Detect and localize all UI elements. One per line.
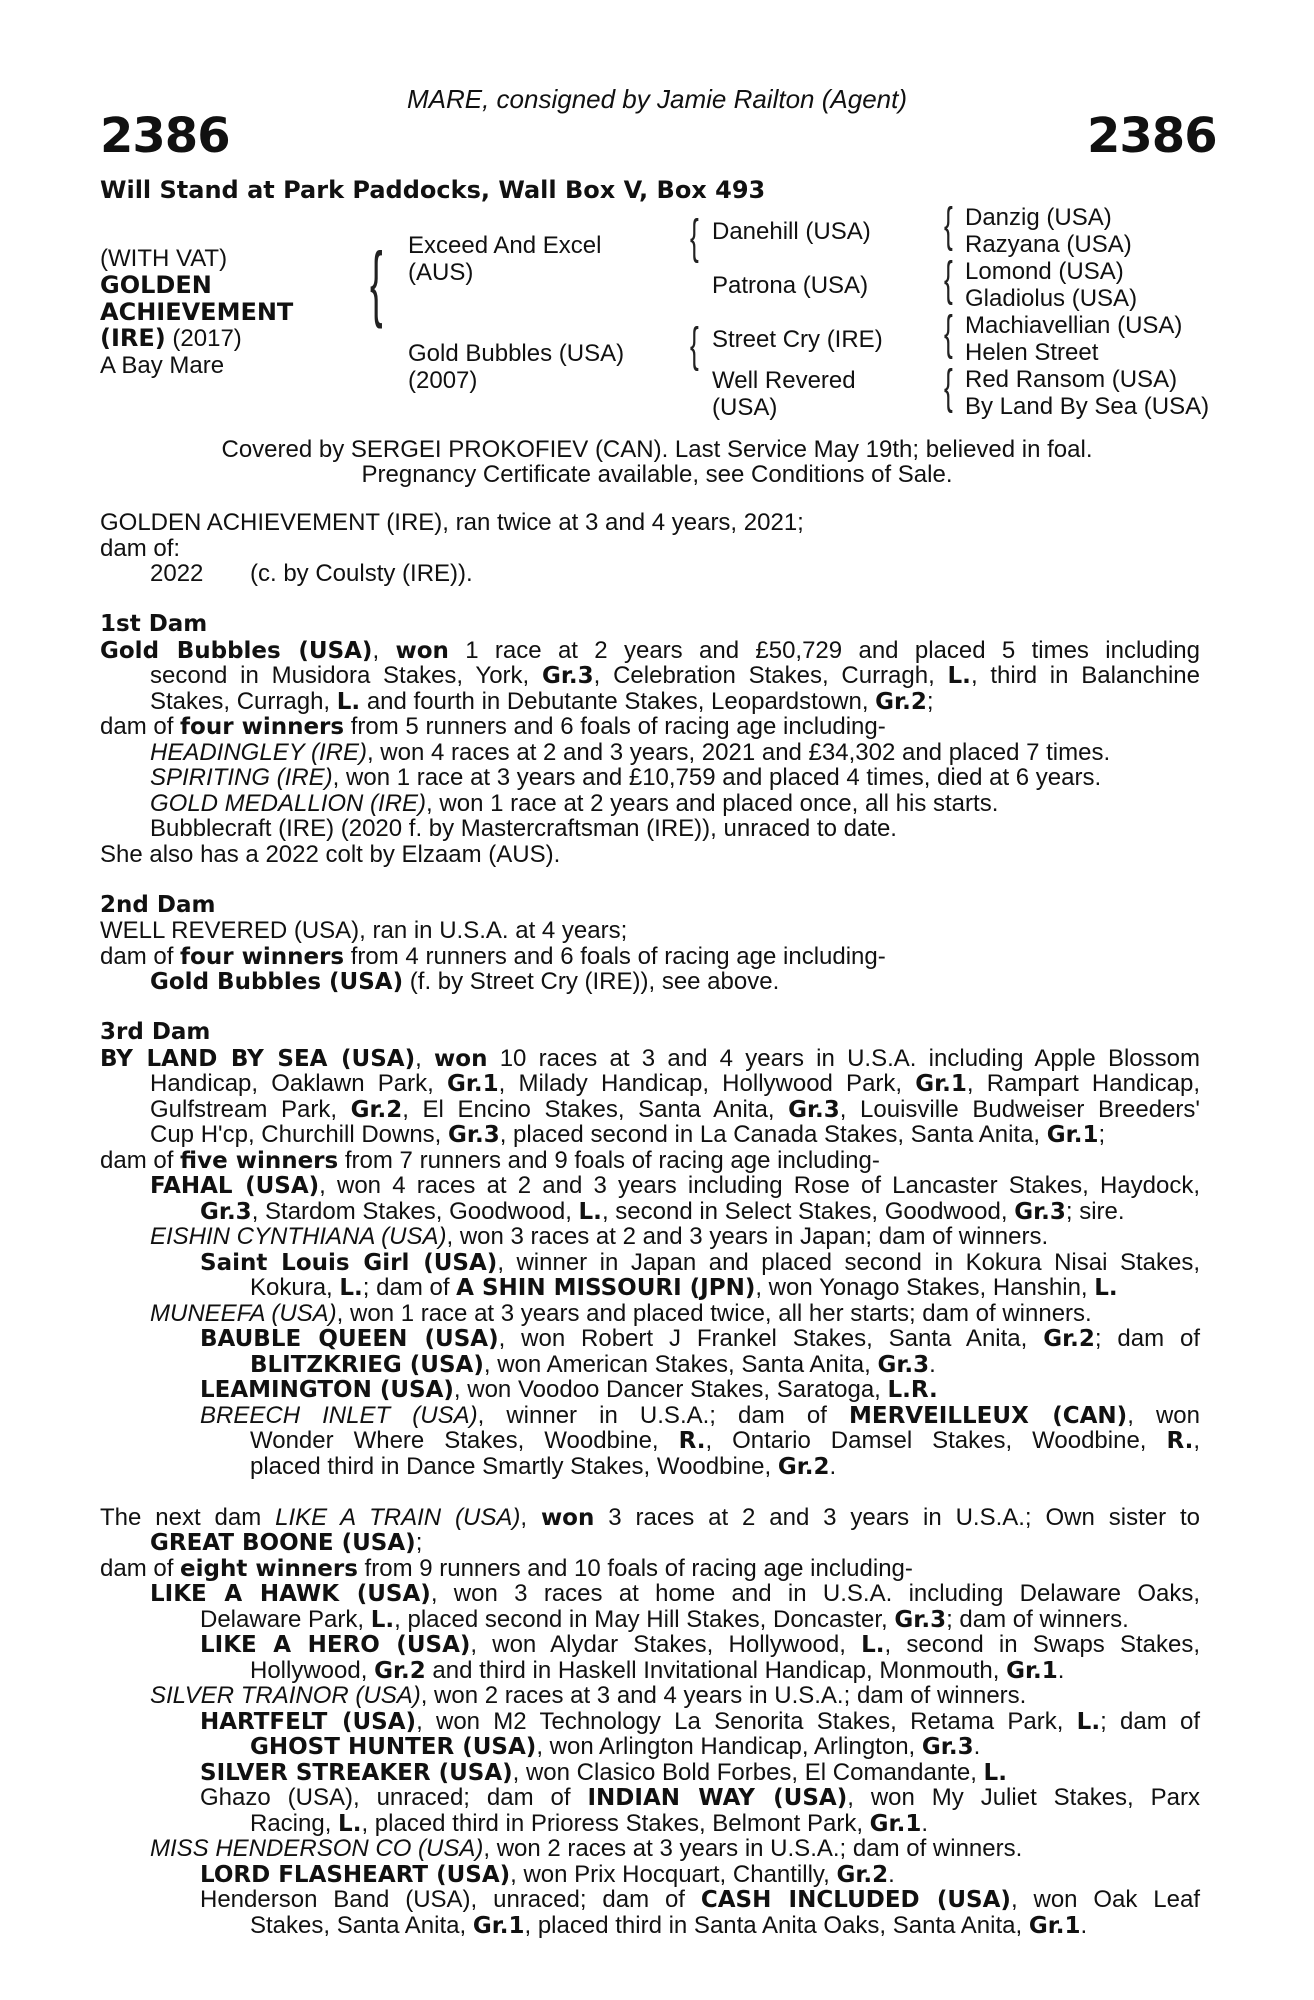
pedigree-brace-1: {	[370, 235, 383, 329]
next-ghazo	[100, 1785, 1200, 1811]
grade: L.	[1076, 1708, 1101, 1735]
text: Wonder Where Stakes, Woodbine,	[250, 1427, 679, 1454]
next-henderson-band-2	[100, 1913, 1200, 1939]
text: , won 4 races at 2 and 3 years, 2021 and £34,302 and placed 7 times.	[366, 738, 1111, 766]
produce-name: A SHIN MISSOURI (JPN)	[456, 1275, 756, 1301]
text: , won Oak Leaf	[1010, 1886, 1200, 1913]
pedigree-dam-dam: Well Revered	[712, 367, 856, 394]
text: ; dam of	[1094, 1325, 1200, 1352]
grade: Gr.3	[448, 1122, 500, 1148]
grade: Gr.1	[472, 1912, 525, 1939]
text: , won Alydar Stakes, Hollywood,	[470, 1631, 862, 1658]
dam3-line-2	[100, 1071, 1200, 1097]
text: (f. by Street Cry (IRE)), see above.	[403, 968, 780, 995]
next-like-a-hawk	[100, 1581, 1200, 1607]
dam1-heading: 1st Dam	[100, 611, 208, 637]
text: , Milady Handicap, Hollywood Park,	[498, 1070, 916, 1097]
text: , Ontario Damsel Stakes, Woodbine,	[705, 1427, 1167, 1454]
next-like-a-hawk-2	[100, 1607, 1200, 1633]
produce-name: BREECH INLET (USA)	[200, 1401, 478, 1429]
text: , second in Swaps Stakes,	[884, 1631, 1201, 1658]
dam3-line-1	[100, 1046, 1200, 1072]
dam1-produce-2	[100, 765, 1200, 791]
text: Delaware Park,	[200, 1605, 371, 1633]
next-miss-henderson	[100, 1836, 1200, 1862]
grade: Gr.2	[777, 1453, 830, 1480]
produce-name: MUNEEFA (USA)	[150, 1299, 337, 1327]
text: placed third in Dance Smartly Stakes, Woodbine,	[250, 1452, 778, 1480]
text: , Louisville Budweiser Breeders'	[839, 1095, 1200, 1123]
text: , won 2 races at 3 and 4 years in U.S.A.; dam of winners.	[420, 1682, 1027, 1709]
grade: Gr.2	[374, 1657, 426, 1684]
dam1-line-4	[100, 714, 1200, 740]
text: from 9 runners and 10 foals of racing age including-	[357, 1554, 913, 1582]
horse-name-line1: GOLDEN	[100, 271, 212, 299]
text: , El Encino Stakes, Santa Anita,	[402, 1095, 789, 1123]
grade: Gr.2	[350, 1096, 403, 1123]
produce-name: CASH INCLUDED (USA)	[700, 1887, 1011, 1913]
covered-line-1: Covered by SERGEI PROKOFIEV (CAN). Last Service May 19th; believed in foal.	[221, 436, 1093, 463]
pedigree-dam-dam-country: (USA)	[712, 394, 778, 421]
dam2-line-3	[100, 969, 1200, 995]
text: 10 races at 3 and 4 years in U.S.A. including Apple Blossom	[487, 1044, 1200, 1072]
next-dam-line-2	[100, 1530, 1200, 1556]
produce-name: FAHAL (USA)	[150, 1173, 320, 1199]
grade: Gr.1	[915, 1071, 967, 1097]
produce-name: EISHIN CYNTHIANA (USA)	[150, 1223, 447, 1250]
grade: Gr.3	[541, 663, 594, 689]
grade: L.	[861, 1632, 885, 1658]
next-silver-streaker	[100, 1760, 1200, 1786]
dam3-heading: 3rd Dam	[100, 1019, 211, 1045]
dam1-l1-rest: 1 race at 2 years and £50,729 and placed 5 times including	[448, 636, 1200, 664]
text: .	[921, 1809, 929, 1837]
horse-name-line3-wrap	[100, 325, 242, 352]
produce-name: MISS HENDERSON CO (USA)	[150, 1835, 484, 1862]
winners-count: four winners	[180, 714, 345, 740]
pedigree-brace-7: {	[944, 361, 953, 414]
dam1-produce-4: Bubblecraft (IRE) (2020 f. by Mastercraftsman (IRE)), unraced to date.	[150, 815, 897, 842]
produce-name: BAUBLE QUEEN (USA)	[200, 1326, 499, 1352]
text: ; dam of winners.	[946, 1605, 1129, 1633]
text: .	[829, 1452, 837, 1480]
text: ;	[415, 1529, 423, 1556]
pedigree-g3-2: Razyana (USA)	[965, 231, 1132, 258]
text: dam of	[100, 942, 181, 970]
text: dam of	[100, 713, 181, 740]
horse-description: A Bay Mare	[100, 352, 225, 379]
pedigree-g3-1: Danzig (USA)	[965, 204, 1112, 231]
dam1-line-2	[100, 663, 1200, 689]
produce-name: LORD FLASHEART (USA)	[200, 1861, 511, 1888]
text: and third in Haskell Invitational Handicap, Monmouth,	[425, 1656, 1007, 1684]
pedigree-brace-3: {	[690, 319, 699, 372]
dam3-breech-inlet	[100, 1403, 1200, 1429]
pedigree-brace-5: {	[944, 253, 953, 306]
dam3-bauble-queen	[100, 1326, 1200, 1352]
text: Ghazo (USA), unraced; dam of	[200, 1784, 588, 1811]
produce-name: SILVER STREAKER (USA)	[200, 1759, 513, 1786]
grade: Gr.3	[921, 1734, 974, 1760]
grade: Gr.1	[446, 1071, 499, 1097]
text: Hollywood,	[250, 1656, 375, 1684]
text: ; dam of	[1100, 1707, 1200, 1735]
dam3-name: BY LAND BY SEA (USA)	[100, 1045, 416, 1072]
grade: Gr.2	[836, 1861, 889, 1888]
grade: L.	[338, 1810, 362, 1837]
grade: Gr.3	[788, 1096, 840, 1123]
dam2-line-2	[100, 944, 1200, 970]
text: , winner in Japan and placed second in Kokura Nisai Stakes,	[497, 1248, 1200, 1276]
text: dam of	[100, 1146, 181, 1174]
grade: R.	[678, 1428, 706, 1454]
text: , won 3 races at home and in U.S.A. including Delaware Oaks,	[430, 1580, 1201, 1607]
pedigree-g3-8: By Land By Sea (USA)	[965, 393, 1210, 420]
dam3-muneefa	[100, 1301, 1200, 1327]
pedigree-dam: Gold Bubbles (USA)	[408, 340, 625, 367]
text: , won 4 races at 2 and 3 years including Rose of Lancaster Stakes, Haydock,	[319, 1172, 1200, 1199]
winners-count: four winners	[180, 943, 345, 970]
text: , won	[1127, 1401, 1201, 1429]
text: .	[973, 1733, 981, 1760]
grade: Gr.1	[1046, 1122, 1099, 1148]
text: , Stardom Stakes, Goodwood,	[251, 1197, 579, 1225]
foal-desc: (c. by Coulsty (IRE)).	[250, 560, 473, 587]
text: Stakes, Curragh,	[150, 687, 337, 715]
dam3-leamington	[100, 1377, 1200, 1403]
text: 3 races at 2 and 3 years in U.S.A.; Own sister to	[594, 1503, 1200, 1531]
dam3-saint-louis-2	[100, 1275, 1200, 1301]
text: , Celebration Stakes, Curragh,	[593, 662, 948, 689]
lot-number-left: 2386	[100, 108, 230, 164]
grade: L.	[1094, 1275, 1118, 1301]
dam3-fahal	[100, 1173, 1200, 1199]
dam1-produce-5: She also has a 2022 colt by Elzaam (AUS).	[100, 840, 561, 868]
stand-location: Will Stand at Park Paddocks, Wall Box V, Box 493	[100, 176, 766, 204]
produce-name: HEADINGLEY (IRE)	[150, 738, 367, 766]
text: second in Musidora Stakes, York,	[150, 662, 542, 689]
dam3-saint-louis	[100, 1250, 1200, 1276]
grade: Gr.3	[1014, 1198, 1066, 1225]
won-label: won	[434, 1045, 488, 1072]
pedigree-dam-sire: Street Cry (IRE)	[712, 326, 883, 353]
dam2-line-1: WELL REVERED (USA), ran in U.S.A. at 4 years;	[100, 917, 628, 944]
text: ; sire.	[1065, 1197, 1125, 1225]
produce-name: GOLD MEDALLION (IRE)	[150, 789, 427, 817]
consignor-line: MARE, consigned by Jamie Railton (Agent)	[406, 84, 907, 114]
grade: Gr.1	[869, 1810, 922, 1837]
text: , won 2 races at 3 years in U.S.A.; dam of winners.	[483, 1835, 1023, 1862]
next-hartfelt	[100, 1709, 1200, 1735]
grade: R.	[1166, 1428, 1194, 1454]
horse-vat: (WITH VAT)	[100, 245, 228, 272]
intro-line-1: GOLDEN ACHIEVEMENT (IRE), ran twice at 3 and 4 years, 2021;	[100, 509, 804, 536]
text: , won 3 races at 2 and 3 years in Japan; dam of winners.	[446, 1223, 1049, 1250]
grade: L.	[336, 688, 361, 715]
grade: L.	[947, 663, 971, 689]
grade: Gr.3	[200, 1198, 252, 1225]
produce-name: LIKE A HAWK (USA)	[150, 1581, 431, 1607]
text: ;	[926, 687, 934, 715]
produce-name: LEAMINGTON (USA)	[200, 1377, 454, 1403]
text: , placed third in Santa Anita Oaks, Santa Anita,	[524, 1911, 1029, 1939]
produce-name: Saint Louis Girl (USA)	[200, 1249, 498, 1276]
produce-name: HARTFELT (USA)	[200, 1708, 417, 1735]
produce-name: LIKE A TRAIN (USA)	[275, 1503, 521, 1531]
produce-name: GREAT BOONE (USA)	[150, 1530, 416, 1556]
covered-line-2: Pregnancy Certificate available, see Conditions of Sale.	[361, 461, 953, 488]
horse-name-line2: ACHIEVEMENT	[100, 298, 294, 326]
dam3-line-3	[100, 1097, 1200, 1123]
produce-name: GHOST HUNTER (USA)	[250, 1734, 537, 1760]
text: ;	[1098, 1121, 1106, 1148]
pedigree-sire-dam: Patrona (USA)	[712, 272, 869, 299]
text: .	[1057, 1656, 1065, 1684]
text: .	[888, 1860, 895, 1888]
lot-number-right: 2386	[1087, 108, 1217, 164]
text: Handicap, Oaklawn Park,	[150, 1070, 447, 1097]
pedigree-g3-4: Gladiolus (USA)	[965, 285, 1138, 312]
text: , third in Balanchine	[970, 662, 1201, 689]
grade: Gr.3	[894, 1606, 947, 1633]
grade: Gr.1	[1028, 1912, 1081, 1939]
dam1-produce-1	[100, 740, 1200, 766]
grade: Gr.1	[1006, 1657, 1058, 1684]
text: , won 1 race at 3 years and placed twice, all her starts; dam of winners.	[336, 1299, 1092, 1327]
next-ghazo-2	[100, 1811, 1200, 1837]
text: The next dam	[100, 1503, 276, 1531]
horse-year: (2017)	[165, 325, 242, 352]
produce-name: BLITZKRIEG (USA)	[250, 1351, 484, 1378]
produce-name: INDIAN WAY (USA)	[587, 1785, 848, 1811]
text: , won M2 Technology La Senorita Stakes, Retama Park,	[416, 1707, 1077, 1735]
grade: L.R.	[887, 1377, 938, 1403]
produce-name: LIKE A HERO (USA)	[200, 1632, 471, 1658]
produce-name: SILVER TRAINOR (USA)	[150, 1682, 421, 1709]
dam3-fahal-2	[100, 1199, 1200, 1225]
grade: Gr.2	[875, 688, 927, 715]
won-label: won	[395, 637, 449, 664]
text: Cup H'cp, Churchill Downs,	[150, 1121, 449, 1148]
dam1-line-3	[100, 689, 1200, 715]
next-like-a-hero	[100, 1632, 1200, 1658]
pedigree-sire-country: (AUS)	[408, 259, 474, 286]
next-like-a-hero-2	[100, 1658, 1200, 1684]
text: dam of	[100, 1554, 181, 1582]
text: , placed second in La Canada Stakes, Santa Anita,	[499, 1121, 1047, 1148]
text: .	[1080, 1911, 1088, 1939]
text: , won Clasico Bold Forbes, El Comandante,	[512, 1758, 984, 1786]
dam3-breech-inlet-3	[100, 1454, 1200, 1480]
next-silver-trainor	[100, 1683, 1200, 1709]
grade: Gr.2	[1043, 1326, 1095, 1352]
text: , won Voodoo Dancer Stakes, Saratoga,	[453, 1376, 888, 1403]
text: Henderson Band (USA), unraced; dam of	[200, 1886, 701, 1913]
pedigree-g3-6: Helen Street	[965, 339, 1099, 366]
text: ,	[1193, 1427, 1200, 1454]
dam1-line-1	[100, 638, 1200, 664]
pedigree-g3-5: Machiavellian (USA)	[965, 312, 1183, 339]
text: , won Yonago Stakes, Hanshin,	[755, 1274, 1095, 1301]
text: , won Prix Hocquart, Chantilly,	[510, 1860, 837, 1888]
text: Kokura,	[250, 1274, 340, 1301]
next-henderson-band	[100, 1887, 1200, 1913]
dam3-line-5	[100, 1148, 1200, 1174]
winners-count: eight winners	[180, 1555, 358, 1582]
grade: L.	[339, 1275, 363, 1301]
grade: L.	[370, 1606, 395, 1633]
dam3-eishin	[100, 1224, 1200, 1250]
text: , second in Select Stakes, Goodwood,	[601, 1197, 1015, 1225]
next-lord-flasheart	[100, 1862, 1200, 1888]
text: , winner in U.S.A.; dam of	[477, 1401, 849, 1429]
text: Racing,	[250, 1809, 339, 1837]
next-ghost-hunter	[100, 1734, 1200, 1760]
text: , won Arlington Handicap, Arlington,	[536, 1733, 922, 1760]
text: , won 1 race at 3 years and £10,759 and placed 4 times, died at 6 years.	[332, 764, 1102, 791]
text: , won Robert J Frankel Stakes, Santa Anita,	[498, 1325, 1044, 1352]
text: , Rampart Handicap,	[966, 1070, 1200, 1097]
dam3-breech-inlet-2	[100, 1428, 1200, 1454]
horse-name-line3: (IRE)	[100, 324, 166, 352]
text: from 7 runners and 9 foals of racing age including-	[338, 1146, 880, 1174]
intro-line-2: dam of:	[100, 534, 181, 562]
text: , won American Stakes, Santa Anita,	[483, 1350, 878, 1378]
sep: ,	[415, 1044, 435, 1072]
text: .	[929, 1350, 936, 1378]
produce-name: MERVEILLEUX (CAN)	[848, 1402, 1128, 1429]
sep: ,	[372, 636, 396, 664]
dam3-blitzkrieg	[100, 1352, 1200, 1378]
dam2-heading: 2nd Dam	[100, 891, 216, 918]
text: , won My Juliet Stakes, Parx	[847, 1784, 1200, 1811]
produce-name: SPIRITING (IRE)	[150, 764, 333, 791]
dam1-name: Gold Bubbles (USA)	[100, 637, 373, 664]
text: and fourth in Debutante Stakes, Leopardstown,	[360, 687, 876, 715]
text: Stakes, Santa Anita,	[250, 1911, 473, 1939]
foal-year: 2022	[150, 560, 204, 587]
pedigree-brace-4: {	[944, 199, 953, 252]
pedigree-sire-sire: Danehill (USA)	[712, 218, 871, 245]
winners-count: five winners	[180, 1147, 339, 1174]
pedigree-brace-6: {	[944, 307, 953, 360]
pedigree-g3-7: Red Ransom (USA)	[965, 366, 1178, 393]
produce-name: Gold Bubbles (USA)	[150, 969, 404, 995]
dam3-line-4	[100, 1122, 1200, 1148]
grade: Gr.3	[877, 1351, 930, 1378]
catalogue-body	[100, 510, 1200, 1938]
pedigree-dam-year: (2007)	[408, 367, 478, 394]
dam1-produce-3	[100, 791, 1200, 817]
next-dam-line-1	[100, 1505, 1200, 1531]
text: from 4 runners and 6 foals of racing age including-	[344, 942, 886, 970]
text: , placed second in May Hill Stakes, Doncaster,	[394, 1605, 895, 1633]
text: ; dam of	[362, 1274, 457, 1301]
text: ,	[520, 1503, 541, 1531]
text: Gulfstream Park,	[150, 1095, 351, 1123]
pedigree-g3-3: Lomond (USA)	[965, 258, 1124, 285]
intro-foal	[100, 561, 1200, 587]
text: , won 1 race at 2 years and placed once, all his starts.	[426, 789, 999, 817]
next-dam-line-3	[100, 1556, 1200, 1582]
text: , placed third in Prioress Stakes, Belmont Park,	[361, 1809, 870, 1837]
pedigree-sire: Exceed And Excel	[408, 232, 602, 259]
grade: L.	[983, 1759, 1007, 1786]
won-label: won	[540, 1504, 595, 1531]
pedigree-brace-2: {	[690, 211, 699, 264]
grade: L.	[578, 1198, 602, 1225]
text: from 5 runners and 6 foals of racing age including-	[344, 713, 886, 740]
